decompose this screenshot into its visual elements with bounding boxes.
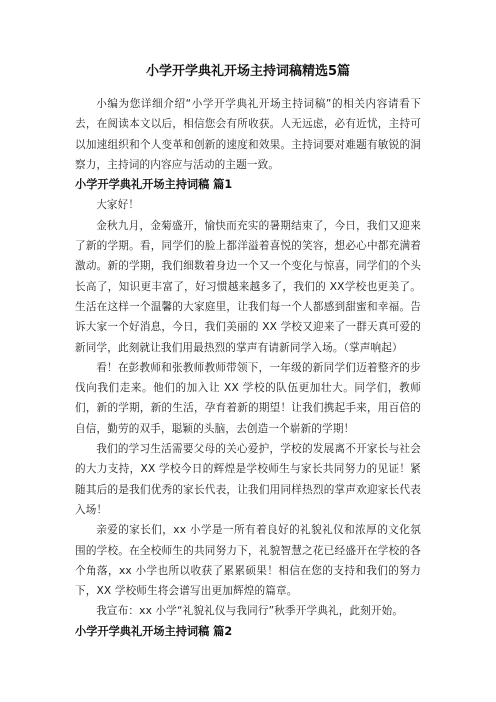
body-paragraph: 看！在彭教师和张教师教师带领下，一年级的新同学们迈着整齐的步伐向我们走来。他们的加入让 XX 学校的队伍更加壮大。同学们，教师们，新的学期，新的生活，孕育着新的期望！让我们携起手来，用百倍的自信，勤劳的双手，聪颖的头脑，去创造一个崭新的学期！ (75, 361, 421, 435)
section-heading-1: 小学开学典礼开场主持词稿 篇1 (75, 178, 233, 192)
document-body (75, 94, 421, 642)
body-paragraph: 我们的学习生活需要父母的关心爱护，学校的发展离不开家长与社会的大力支持，XX 学校今日的辉煌是学校师生与家长共同努力的见证！紧随其后的是我们优秀的家长代表，让我们用同样热烈的掌声欢迎家长代表入场！ (75, 443, 421, 516)
body-paragraph: 金秋九月，金菊盛开，愉快而充实的暑期结束了，今日，我们又迎来了新的学期。看，同学们的脸上都洋溢着喜悦的笑容，想必心中都充满着激动。新的学期，我们细数着身边一个又一个变化与惊喜，同学们的个头长高了，知识更丰富了，好习惯越来越多了，我们的 XX学校也更美了。生活在这样一个温馨的大家庭里，让我们每一个人都感到甜蜜和幸福。告诉大家一个好消息，今日，我们美丽的 XX 学校又迎来了一群天真可爱的新同学，此刻就让我们用最热烈的掌声有请新同学入场。（掌声响起） (75, 219, 421, 354)
document-title: 小学开学典礼开场主持词稿精选5篇 (145, 64, 351, 79)
intro-paragraph: 小编为您详细介绍“小学开学典礼开场主持词稿”的相关内容请看下去，在阅读本文以后，相信您会有所收获。人无远虑，必有近忧，主持可以加速组织和个人变革和创新的速度和效果。主持词要对难题有敏锐的洞察力，主持词的内容应与活动的主题一致。 (75, 98, 421, 171)
body-paragraph: 亲爱的家长们，xx 小学是一所有着良好的礼貌礼仪和浓厚的文化氛围的学校。在全校师生的共同努力下，礼貌智慧之花已经盛开在学校的各个角落，xx 小学也所以收获了累累硕果！相信在您的支持和我们的努力下，XX 学校师生将会谱写出更加辉煌的篇章。 (75, 524, 421, 598)
section-heading-2: 小学开学典礼开场主持词稿 篇2 (75, 624, 233, 638)
body-paragraph: 我宣布：xx 小学“礼貌礼仪与我同行”秋季开学典礼，此刻开始。 (96, 605, 404, 618)
greeting-paragraph: 大家好！ (96, 199, 140, 212)
